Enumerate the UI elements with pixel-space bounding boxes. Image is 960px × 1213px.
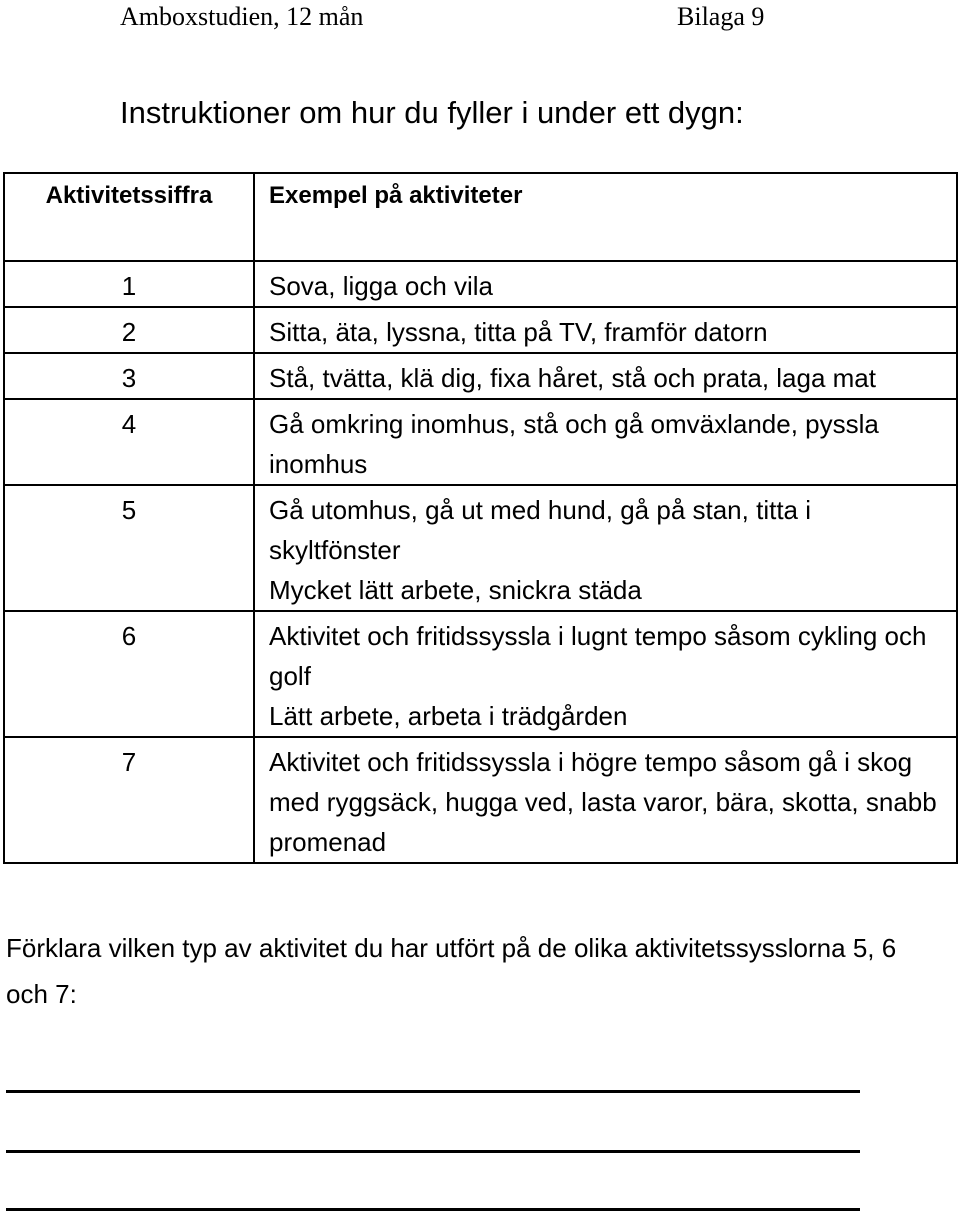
activity-number: 7 — [4, 737, 254, 863]
activity-examples — [254, 485, 957, 611]
activity-examples — [254, 737, 957, 863]
table-row — [4, 611, 957, 737]
answer-line[interactable] — [6, 1150, 860, 1153]
activity-example-line: Aktivitet och fritidssyssla i lugnt tempo såsom cykling och golf — [269, 621, 927, 691]
activity-example-line: Lätt arbete, arbeta i trädgården — [269, 701, 628, 731]
activity-example-line: Gå omkring inomhus, stå och gå omväxlande, pyssla inomhus — [269, 409, 879, 479]
activity-number: 4 — [4, 399, 254, 485]
page-header — [0, 0, 960, 40]
activity-number: 2 — [4, 307, 254, 353]
table-row — [4, 307, 957, 353]
activity-example-line: Sova, ligga och vila — [269, 271, 494, 301]
column-header-activity-examples: Exempel på aktiviteter — [254, 173, 957, 261]
activity-example-line: Stå, tvätta, klä dig, fixa håret, stå och prata, laga mat — [269, 363, 876, 393]
table-row — [4, 485, 957, 611]
header-study-label: Amboxstudien, 12 mån — [120, 2, 364, 31]
activity-number: 6 — [4, 611, 254, 737]
activity-examples — [254, 353, 957, 399]
activity-examples — [254, 611, 957, 737]
column-header-activity-number: Aktivitetssiffra — [4, 173, 254, 261]
page-title: Instruktioner om hur du fyller i under ett dygn: — [120, 95, 744, 130]
table-header-row — [4, 173, 957, 261]
explanation-prompt: Förklara vilken typ av aktivitet du har utfört på de olika aktivitetssysslorna 5, 6 och 7: — [6, 933, 897, 1009]
activity-example-line: Mycket lätt arbete, snickra städa — [269, 575, 642, 605]
table-row — [4, 399, 957, 485]
activity-number: 5 — [4, 485, 254, 611]
activity-examples — [254, 307, 957, 353]
activity-examples — [254, 261, 957, 307]
answer-line[interactable] — [6, 1090, 860, 1093]
table-row — [4, 737, 957, 863]
activity-example-line: Aktivitet och fritidssyssla i högre tempo såsom gå i skog med ryggsäck, hugga ved, lasta varor, bära, skotta, snabb promenad — [269, 747, 937, 857]
activity-example-line: Sitta, äta, lyssna, titta på TV, framför datorn — [269, 317, 768, 347]
table-row — [4, 353, 957, 399]
answer-line[interactable] — [6, 1208, 860, 1211]
activity-number: 3 — [4, 353, 254, 399]
header-appendix-label: Bilaga 9 — [677, 2, 765, 31]
activity-examples — [254, 399, 957, 485]
table-row — [4, 261, 957, 307]
activity-number: 1 — [4, 261, 254, 307]
activity-table — [3, 172, 958, 864]
activity-example-line: Gå utomhus, gå ut med hund, gå på stan, titta i skyltfönster — [269, 495, 812, 565]
